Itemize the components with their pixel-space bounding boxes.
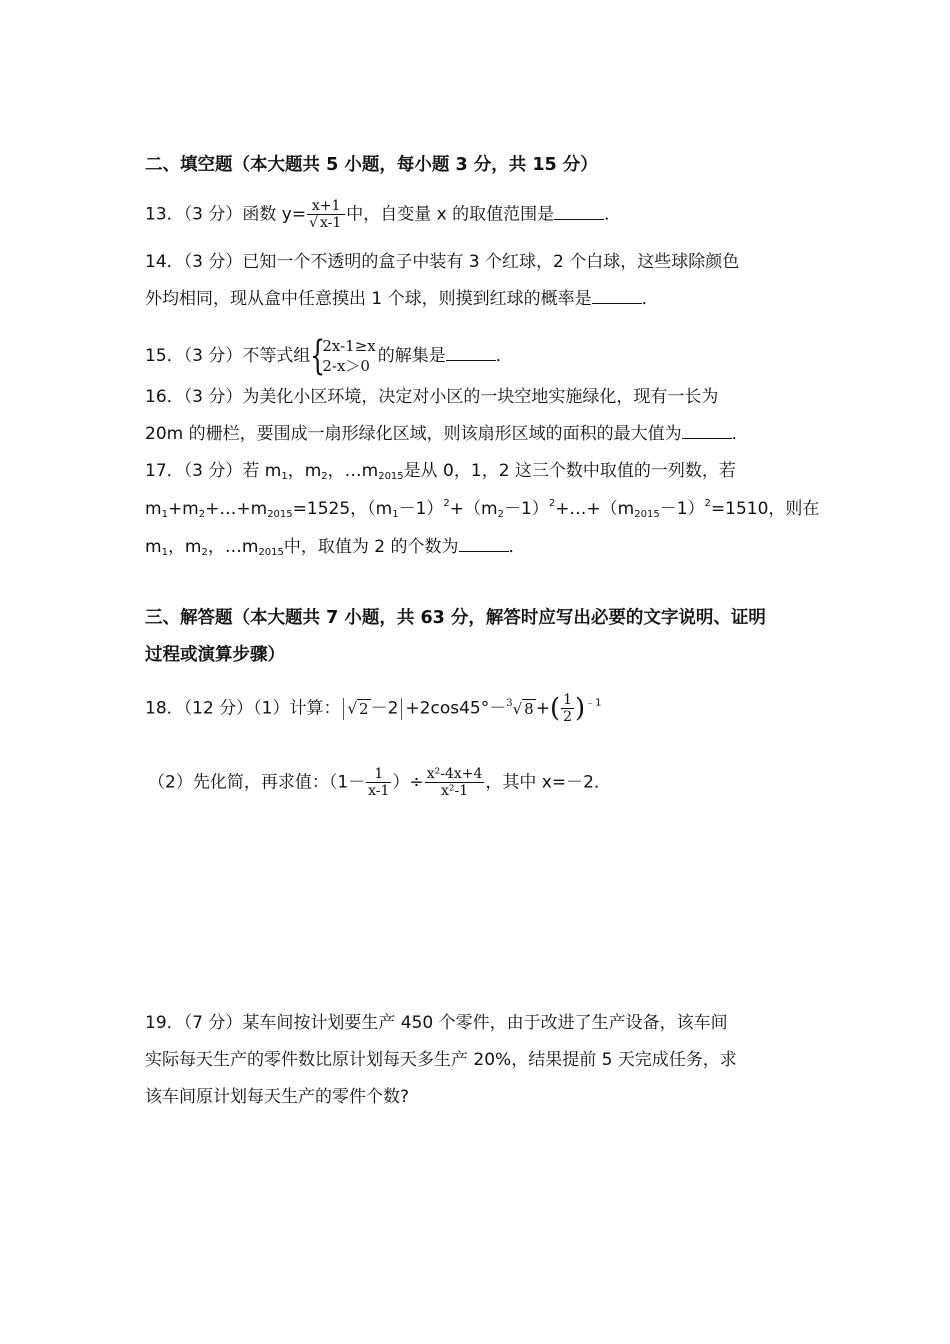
q15-prefix: 15．（3 分）不等式组 [145, 346, 311, 366]
q15-suffix: 的解集是 [377, 346, 446, 366]
answer-blank [446, 359, 496, 361]
q17-line3: $m_1$，$m_2$，$\dots m_{2015}$中，取值为 2 的个数为 ． [145, 537, 526, 558]
q14-line2-text: 外均相同，现从盒中任意摸出 1 个球，则摸到红球的概率是 [145, 289, 592, 309]
answer-blank [459, 550, 509, 552]
question-13 [145, 198, 621, 231]
q13-prefix: 13．（3 分）函数 y= [145, 204, 307, 225]
inequality-row-2: 2-x＞0 [322, 357, 370, 375]
q13-frac-denominator: √ x-1 [309, 215, 342, 231]
answer-blank [682, 437, 732, 439]
abs-bar-icon [343, 698, 344, 720]
q16-end: ． [731, 424, 749, 444]
q19-line1: 19．（7 分）某车间按计划要生产 450 个零件，由于改进了生产设备，该车间 [145, 1013, 728, 1033]
q14-line2 [145, 287, 659, 311]
question-15 [145, 333, 513, 379]
q13-end: ． [604, 204, 622, 225]
half-fraction: $\frac{1}{2}$ [563, 692, 573, 725]
sqrt-two: √ 2 [347, 699, 369, 718]
fraction-2: $\frac{\text{x²-4x+4}}{\text{x²-1}}$ [426, 766, 483, 799]
q18-part2: （2）先化简，再求值：（1－ $\frac{1}{x-1}$ ）÷ $\frac{\text{x²-4x+4}}{\text{x²-1}}$ ，其中 x=－2． [148, 766, 611, 799]
q16-line1: 16．（3 分）为美化小区环境，决定对小区的一块空地实施绿化，现有一长为 [145, 387, 719, 407]
section2-title: 二、填空题（本大题共 5 小题，每小题 3 分，共 15 分） [145, 155, 598, 175]
q13-frac-numerator: x+1 [307, 198, 345, 215]
q17-line1: 17．（3 分）若 $m_1$，$m_2$，$\dots m_{2015}$是从 0，1，2 这三个数中取值的一列数，若 [145, 461, 736, 482]
abs-bar-icon [401, 698, 402, 720]
answer-blank [554, 218, 604, 220]
fraction-1: $\frac{1}{x-1}$ [368, 766, 390, 799]
q13-fraction [307, 198, 345, 231]
cube-root: $^3$√ 8 [506, 697, 534, 718]
q18-p1-prefix: 18．（12 分）（1）计算： [145, 698, 341, 719]
section3-title-line2: 过程或演算步骤） [145, 645, 285, 665]
q16-line2 [145, 422, 749, 446]
q13-suffix: 中，自变量 x 的取值范围是 [346, 204, 555, 225]
q18-part1: 18．（12 分）（1）计算： √ 2 －2 +2cos45°－$^3$√ 8 +( $\frac{1}{2}$ )$^{﹣1}$ [145, 692, 602, 725]
q14-end: ． [641, 289, 659, 309]
section3-title-line1: 三、解答题（本大题共 7 小题，共 63 分，解答时应写出必要的文字说明、证明 [145, 608, 766, 628]
inequality-row-1: 2x-1≥x [322, 337, 376, 355]
q16-line2-text: 20m 的栅栏，要围成一扇形绿化区域，则该扇形区域的面积的最大值为 [145, 424, 682, 444]
q19-line3: 该车间原计划每天生产的零件个数? [145, 1087, 410, 1107]
exponent: ﹣1 [585, 697, 602, 709]
answer-blank [592, 302, 642, 304]
q14-line1: 14．（3 分）已知一个不透明的盒子中装有 3 个红球，2 个白球，这些球除颜色 [145, 252, 740, 272]
q17-line2: $m_1+m_2+\dots+m_{2015}=1525$，$(m_1-1)^2+(m_2-1)^2+\dots+(m_{2015}-1)^2=1510$，则在 [145, 498, 820, 520]
brace-icon: { [310, 333, 326, 379]
q15-end: ． [495, 346, 513, 366]
q19-line2: 实际每天生产的零件数比原计划每天多生产 20%，结果提前 5 天完成任务，求 [145, 1050, 737, 1070]
inequality-system [310, 333, 376, 379]
